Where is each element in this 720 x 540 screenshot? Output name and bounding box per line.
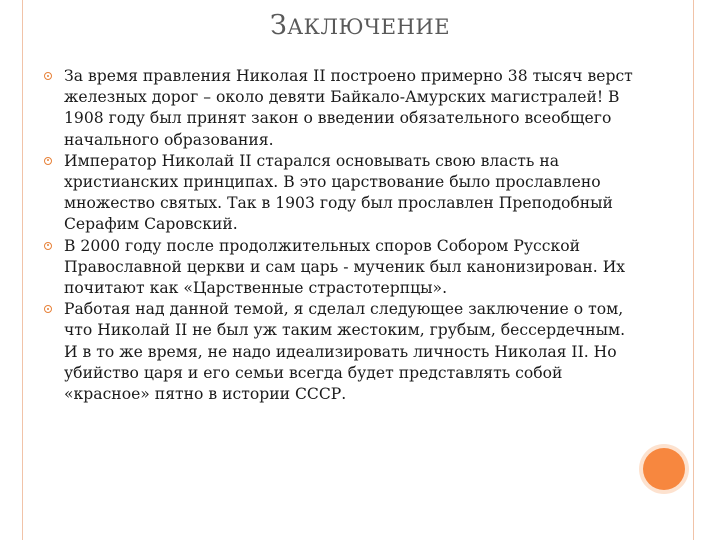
ring-bullet-icon bbox=[44, 242, 52, 250]
ring-bullet-icon bbox=[44, 305, 52, 313]
ring-bullet-icon bbox=[44, 72, 52, 80]
bullet-item bbox=[44, 66, 634, 151]
bullet-text: Император Николай II старался основывать свою власть на христианских принципах. В это царствование было прославлено множество святых. Так в 1903 году был прославлен Преподобный Серафим Саровский. bbox=[64, 151, 613, 234]
bullet-text: Работая над данной темой, я сделал следующее заключение о том, что Николай II не был уж таким жестоким, грубым, бессердечным. И в то же время, не надо идеализировать личность Николая II. Но убийство царя и его семьи всегда будет представлять собой «красное» пятно в истории СССР. bbox=[64, 300, 626, 404]
slide-title-initial: З bbox=[269, 10, 288, 41]
decorative-orange-circle bbox=[643, 448, 685, 490]
slide-title bbox=[0, 10, 720, 41]
bullet-list bbox=[44, 66, 634, 405]
bullet-item bbox=[44, 299, 634, 405]
bullet-text: В 2000 году после продолжительных споров Собором Русской Православной церкви и сам царь - мученик был канонизирован. Их почитают как «Царственные страстотерпцы». bbox=[64, 236, 626, 298]
bullet-item bbox=[44, 151, 634, 236]
ring-bullet-icon bbox=[44, 157, 52, 165]
bullet-item bbox=[44, 236, 634, 300]
slide-title-rest: АКЛЮЧЕНИЕ bbox=[287, 15, 451, 39]
bullet-text: За время правления Николая II построено примерно 38 тысяч верст железных дорог – около девяти Байкало-Амурских магистралей! В 1908 году был принят закон о введении обязательного всеобщего начального образования. bbox=[64, 67, 633, 149]
